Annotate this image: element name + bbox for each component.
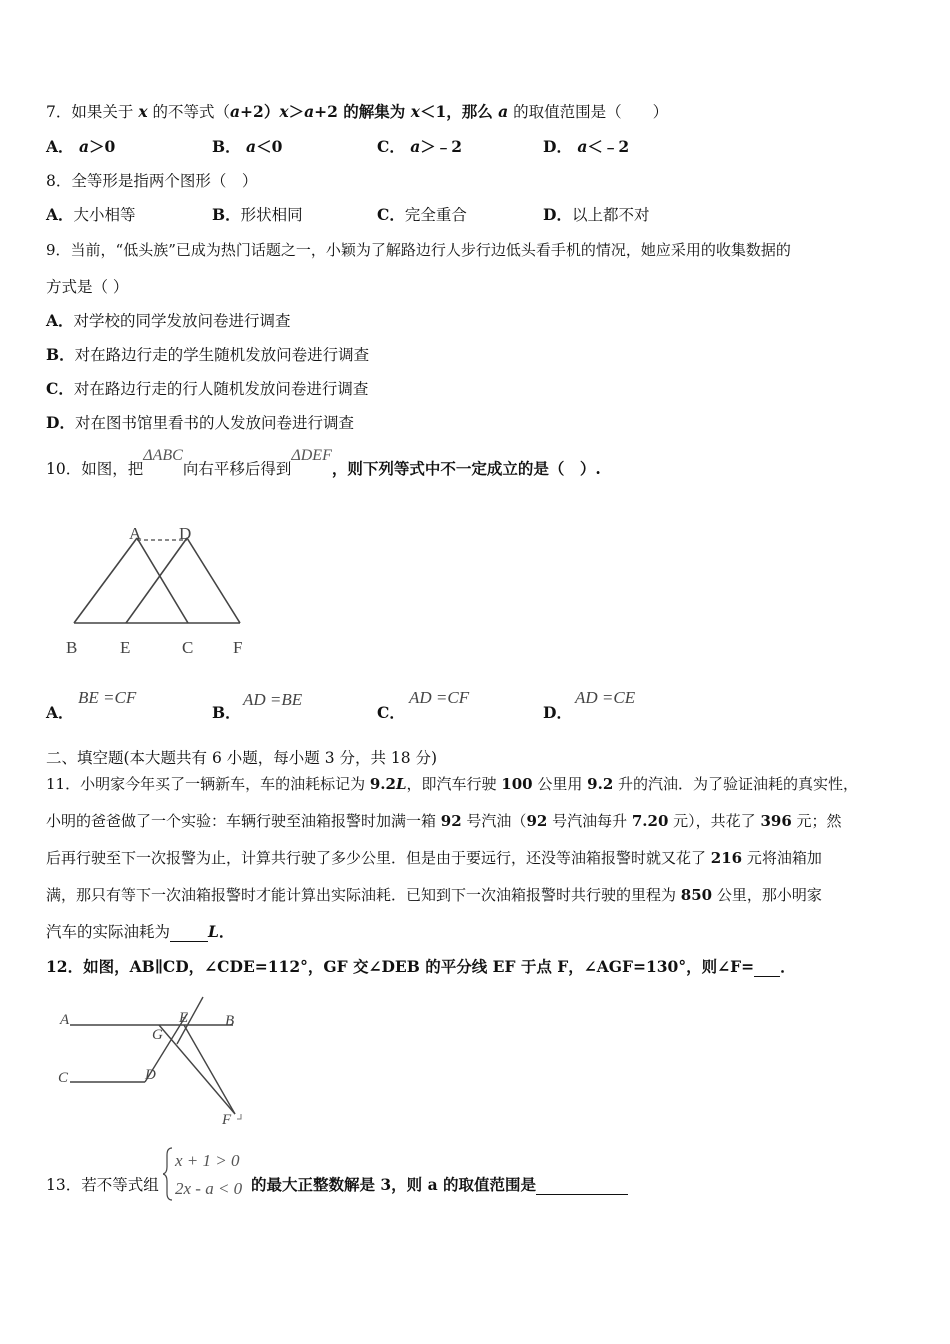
q12-answer-blank[interactable]: [754, 960, 780, 977]
q9-option-a: A．对学校的同学发放问卷进行调查: [46, 311, 291, 330]
q13-num: 13．若不等式组: [46, 1176, 159, 1194]
q10-option-a-expr: BE =CF: [78, 688, 137, 707]
q12-label-a: A: [60, 1012, 70, 1028]
q10-line-de: [126, 538, 187, 623]
q11-line1: 11．小明家今年买了一辆新车，车的油耗标记为 9.2L，即汽车行驶 100 公里用 9.2 升的汽油．为了验证油耗的真实性，: [46, 775, 859, 793]
q10-option-b-expr: AD =BE: [243, 690, 303, 709]
q10-line-df: [187, 538, 240, 623]
q13-inequality-2: 2x - a < 0: [175, 1179, 243, 1198]
q7-option-b: B． a＜0: [212, 137, 283, 156]
q12-label-b: B: [225, 1013, 235, 1029]
q7-option-d: D． a＜﹣2: [543, 137, 630, 156]
q11-line4: 满，那只有等下一次油箱报警时才能计算出实际油耗．已知到下一次油箱报警时共行驶的里程为 850 公里，那小明家: [46, 886, 822, 904]
q13-answer-blank[interactable]: [536, 1178, 628, 1195]
q10-label-d: D: [179, 524, 192, 543]
q12-label-g: G: [152, 1027, 163, 1043]
q10-triangle-def: ΔDEF: [291, 447, 332, 464]
q13-stem-tail: 的最大正整数解是 3，则 a 的取值范围是: [251, 1175, 628, 1195]
q10-line-ab: [74, 538, 137, 623]
q11-line2: 小明的爸爸做了一个实验：车辆行驶至油箱报警时加满一箱 92 号汽油（92 号汽油每升 7.20 元），共花了 396 元；然: [46, 812, 842, 830]
q13-inequality-system: [163, 1146, 253, 1202]
q10-option-c-label: C．: [377, 703, 405, 722]
q12-label-d: D: [145, 1067, 156, 1083]
q9-option-d: D．对在图书馆里看书的人发放问卷进行调查: [46, 413, 354, 432]
q10-stem: 10．如图，把ΔABC向右平移后得到ΔDEF，则下列等式中不一定成立的是（ ）.: [46, 447, 601, 478]
q12-line-ef: [184, 1025, 235, 1114]
left-brace-icon: [163, 1148, 172, 1200]
q10-label-e: E: [120, 638, 131, 657]
q11-answer-blank[interactable]: [170, 925, 208, 942]
q9-stem-line1: 9．当前，“低头族”已成为热门话题之一，小颖为了解路边行人步行边低头看手机的情况，她应采用的收集数据的: [46, 241, 791, 259]
q8-option-b: B．形状相同: [212, 205, 303, 224]
q10-triangle-abc: ΔABC: [143, 447, 183, 464]
q10-option-d-label: D．: [543, 703, 572, 722]
q10-option-d-expr: AD =CE: [575, 688, 636, 707]
q12-label-e: E: [179, 1010, 189, 1026]
q10-label-c: C: [182, 638, 194, 657]
section-2-title: 二、填空题(本大题共有 6 小题，每小题 3 分，共 18 分): [46, 749, 438, 767]
q10-option-c-expr: AD =CF: [409, 688, 470, 707]
q9-option-b: B．对在路边行走的学生随机发放问卷进行调查: [46, 345, 370, 364]
q11-line5: 汽车的实际油耗为 L．: [46, 922, 235, 941]
q12-label-f: F: [222, 1112, 232, 1128]
q9-stem-line2: 方式是（ ）: [46, 278, 129, 296]
q10-label-a: A: [129, 524, 142, 543]
return-mark-icon: [237, 1114, 241, 1119]
q12-figure: [55, 992, 265, 1132]
q8-option-a: A．大小相等: [46, 205, 136, 224]
q7-option-c: C． a＞﹣2: [377, 137, 463, 156]
q12-stem: 12．如图，AB∥CD，∠CDE=112°，GF 交∠DEB 的平分线 EF 于点 F，∠AGF=130°，则∠F= ．: [46, 957, 796, 976]
q10-line-ac: [137, 538, 188, 623]
q9-option-c: C．对在路边行走的行人随机发放问卷进行调查: [46, 379, 369, 398]
q10-option-b-label: B．: [212, 703, 241, 722]
q10-label-f: F: [233, 638, 243, 657]
q8-option-d: D．以上都不对: [543, 205, 650, 224]
q10-option-a-label: A．: [46, 703, 74, 722]
q10-figure: [60, 520, 260, 665]
q7-option-a: A． a＞0: [46, 137, 116, 156]
q12-line-gf: [159, 1025, 235, 1114]
q7-stem: 7．如果关于 x 的不等式（a+2）x＞a+2 的解集为 x＜1，那么 a 的取值范围是（ ）: [46, 102, 669, 121]
q10-label-b: B: [66, 638, 78, 657]
q12-label-c: C: [58, 1070, 69, 1086]
q8-stem: 8．全等形是指两个图形（ ）: [46, 172, 258, 190]
q8-option-c: C．完全重合: [377, 205, 467, 224]
q13-inequality-1: x + 1 > 0: [175, 1151, 240, 1170]
q11-line3: 后再行驶至下一次报警为止，计算共行驶了多少公里．但是由于要远行，还没等油箱报警时就又花了 216 元将油箱加: [46, 849, 822, 867]
